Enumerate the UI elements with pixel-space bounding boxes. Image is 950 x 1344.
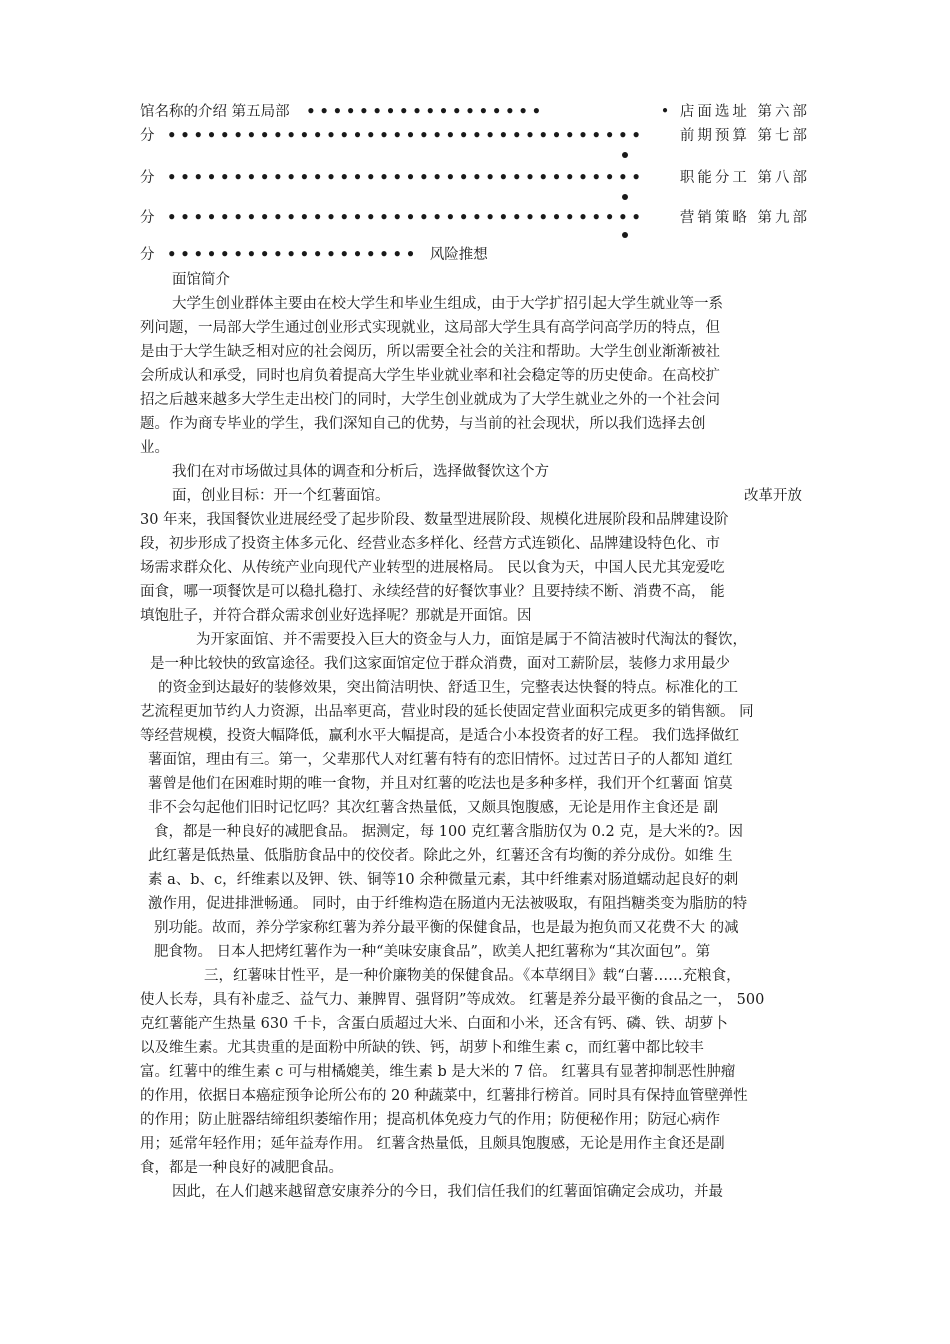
body-line: 是一种比较快的致富途径。我们这家面馆定位于群众消费，面对工薪阶层，装修力求用最少 (150, 656, 730, 672)
stray-dot (622, 194, 628, 200)
body-line: 列问题，一局部大学生通过创业形式实现就业，这局部大学生具有高学问高学历的特点，但 (140, 320, 720, 336)
body-line: 业。 (140, 440, 169, 456)
body-line: 大学生创业群体主要由在校大学生和毕业生组成，由于大学扩招引起大学生就业等一系 (172, 296, 723, 312)
body-line: 的资金到达最好的装修效果，突出简洁明快、舒适卫生，完整表达快餐的特点。标准化的工 (158, 680, 738, 696)
body-line: 此红薯是低热量、低脂肪食品中的佼佼者。除此之外，红薯还含有均衡的养分成份。如维 生 (148, 848, 733, 864)
toc-entry-text: • 店面选址 第六部 (660, 104, 810, 120)
body-line: 薯曾是他们在困难时期的唯一食物，并且对红薯的吃法也是多种多样，我们开个红薯面 馆莫 (148, 776, 733, 792)
toc-entry-text: 分 (140, 170, 155, 186)
body-line: 使人长寿，具有补虚乏、益气力、兼脾胃、强肾阴”等成效。 红薯是养分最平衡的食品之一， 500 (140, 992, 765, 1008)
stray-dot (622, 152, 628, 158)
body-line: 别功能。故而，养分学家称红薯为养分最平衡的保健食品，也是最为抱负而又花费不大 的减 (154, 920, 739, 936)
body-line: 题。作为商专毕业的学生，我们深知自己的优势，与当前的社会现状，所以我们选择去创 (140, 416, 706, 432)
toc-leader-dots: •••••••••••••••••••••••••••••••••••• (167, 209, 645, 226)
body-line: 等经营规模，投资大幅降低，赢利水平大幅提高，是适合小本投资者的好工程。 我们选择做红 (140, 728, 740, 744)
toc-row-4 (140, 206, 810, 230)
body-line: 场需求群众化、从传统产业向现代产业转型的进展格局。 民以食为天，中国人民尤其宠爱吃 (140, 560, 725, 576)
body-line: 克红薯能产生热量 630 千卡，含蛋白质超过大米、白面和小米，还含有钙、磷、铁、胡萝卜 (140, 1016, 728, 1032)
body-line: 食，都是一种良好的减肥食品。 (140, 1160, 343, 1176)
body-line: 段，初步形成了投资主体多元化、经营业态多样化、经营方式连锁化、品牌建设特色化、市 (140, 536, 720, 552)
body-line: 30 年来，我国餐饮业进展经受了起步阶段、数量型进展阶段、规模化进展阶段和品牌建设阶 (140, 512, 729, 528)
toc-entry-text: 分 (140, 128, 155, 144)
toc-leader-dots: •••••••••••••••••••••••••••••••••••• (167, 169, 645, 186)
body-line: 激作用，促进排泄畅通。 同时，由于纤维构造在肠道内无法被吸取，有阻挡糖类变为脂肪的特 (148, 896, 748, 912)
body-line: 因此，在人们越来越留意安康养分的今日，我们信任我们的红薯面馆确定会成功，并最 (172, 1184, 723, 1200)
body-line: 面食，哪一项餐饮是可以稳扎稳打、永续经营的好餐饮事业？且要持续不断、消费不高， 能 (140, 584, 725, 600)
body-line: 填饱肚子，并符合群众需求创业好选择呢？那就是开面馆。因 (140, 608, 532, 624)
stray-dot (622, 232, 628, 238)
body-line: 是由于大学生缺乏相对应的社会阅历，所以需要全社会的关注和帮助。大学生创业渐渐被社 (140, 344, 720, 360)
body-line: 食，都是一种良好的减肥食品。 据测定，每 100 克红薯含脂肪仅为 0.2 克，是大米的?。因 (154, 824, 744, 840)
toc-row-5 (140, 243, 810, 267)
toc-entry-text: 营销策略 第九部 (679, 210, 810, 226)
toc-entry-text: 风险推想 (429, 247, 488, 263)
body-line: 素 a、b、c，纤维素以及钾、铁、铜等10 余种微量元素，其中纤维素对肠道蠕动起良好的刺 (148, 872, 739, 888)
body-line: 以及维生素。尤其贵重的是面粉中所缺的铁、钙，胡萝卜和维生素 c，而红薯中都比较丰 (140, 1040, 704, 1056)
toc-entry-text: 馆名称的介绍 第五局部 (140, 104, 290, 120)
body-line: 的作用，依据日本癌症预争论所公布的 20 种蔬菜中，红薯排行榜首。同时具有保持血管壁弹性 (140, 1088, 748, 1104)
toc-row-2 (140, 124, 810, 148)
body-line: 我们在对市场做过具体的调查和分析后，选择做餐饮这个方 (172, 464, 549, 480)
toc-entry-text: 分 (140, 210, 155, 226)
toc-entry-text: 分 (140, 247, 155, 263)
toc-row-1 (140, 100, 810, 124)
toc-row-3 (140, 166, 810, 190)
body-line: 招之后越来越多大学生走出校门的同时，大学生创业就成为了大学生就业之外的一个社会问 (140, 392, 720, 408)
body-line: 薯面馆，理由有三。第一，父辈那代人对红薯有特有的恋旧情怀。过过苦日子的人都知 道红 (148, 752, 733, 768)
body-line: 肥食物。 日本人把烤红薯作为一种“美味安康食品”，欧美人把红薯称为“其次面包”。第 (154, 944, 711, 960)
body-line: 用；延常年轻作用；延年益寿作用。 红薯含热量低，且颇具饱腹感，无论是用作主食还是副 (140, 1136, 725, 1152)
body-line: 艺流程更加节约人力资源，出品率更高，营业时段的延长使固定营业面积完成更多的销售额。 同 (140, 704, 754, 720)
body-line: 面，创业目标：开一个红薯面馆。 (172, 488, 390, 504)
toc-entry-text: 前期预算 第七部 (679, 128, 810, 144)
toc-leader-dots: ••••••••••••••••••• (167, 246, 420, 263)
body-line: 富。红薯中的维生素 c 可与柑橘媲美，维生素 b 是大米的 7 倍。 红薯具有显著抑制恶性肿瘤 (140, 1064, 736, 1080)
toc-entry-text: 职能分工 第八部 (679, 170, 810, 186)
body-line: 非不会勾起他们旧时记忆吗？其次红薯含热量低，又颇具饱腹感，无论是用作主食还是 副 (148, 800, 719, 816)
body-line: 的作用；防止脏器结缔组织萎缩作用；提高机体免疫力气的作用；防便秘作用；防冠心病作 (140, 1112, 720, 1128)
toc-leader-dots: •••••••••••••••••• (306, 103, 546, 120)
toc-leader-dots: •••••••••••••••••••••••••••••••••••• (167, 127, 645, 144)
body-line: 三，红薯味甘性平，是一种价廉物美的保健食品。《本草纲目》载“白薯……充粮食， (204, 968, 741, 984)
body-line: 为开家面馆、并不需要投入巨大的资金与人力，面馆是属于不简洁被时代淘汰的餐饮， (196, 632, 747, 648)
body-line: 会所成认和承受，同时也肩负着提高大学生毕业就业率和社会稳定等的历史使命。在高校扩 (140, 368, 720, 384)
body-line: 改革开放 (744, 488, 802, 504)
section-heading: 面馆简介 (172, 272, 230, 288)
